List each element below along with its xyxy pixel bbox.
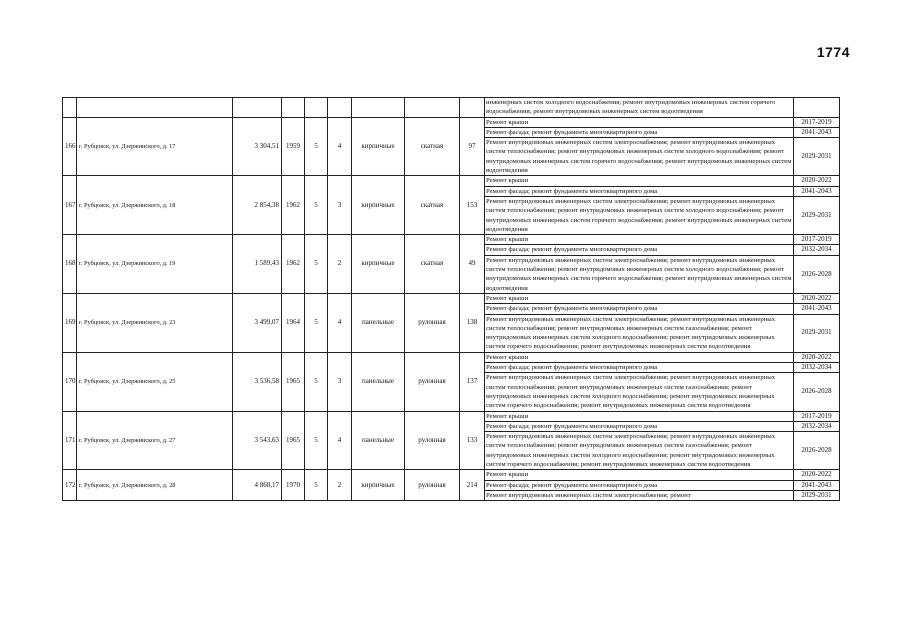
cell-total-area: 3 499,07 (233, 293, 282, 352)
house-row (63, 470, 840, 480)
repair-schedule-table-wrap (62, 97, 839, 501)
cell-work-period: 2032-2034 (794, 245, 840, 255)
cell-floors: 5 (305, 411, 328, 470)
cell-total-area: 3 536,58 (233, 352, 282, 411)
cell-build-year: 1962 (282, 176, 305, 235)
cell-work-period: 2020-2022 (794, 352, 840, 362)
cell-work-type: Ремонт крыши (485, 117, 794, 127)
cell-entrances: 4 (328, 117, 352, 176)
cell-work-period: 2020-2022 (794, 176, 840, 186)
cell-entrances: 2 (328, 235, 352, 294)
cell-roof-type: рулонная (405, 470, 460, 501)
cell-wall-material: кирпичные (352, 117, 405, 176)
cell-work-type: Ремонт фасада; ремонт фундамента многоквартирного дома (485, 304, 794, 314)
cell-work-period: 2017-2019 (794, 117, 840, 127)
cell-roof-type: рулонная (405, 293, 460, 352)
cell-build-year: 1962 (282, 235, 305, 294)
cell-roof-type: рулонная (405, 352, 460, 411)
cell-total-area: 1 589,43 (233, 235, 282, 294)
cell-roof-type: рулонная (405, 411, 460, 470)
cell-work-period: 2026-2028 (794, 432, 840, 470)
cell-build-year: 1970 (282, 470, 305, 501)
cell-wall-material: панельные (352, 352, 405, 411)
cell-wall-material: кирпичные (352, 235, 405, 294)
page-number: 1774 (816, 44, 850, 60)
house-row (63, 293, 840, 303)
cell-row-number: 172 (63, 470, 77, 501)
cell-work-type: Ремонт фасада; ремонт фундамента многоквартирного дома (485, 421, 794, 431)
cell-work-type: Ремонт крыши (485, 352, 794, 362)
cell-work-type: Ремонт крыши (485, 411, 794, 421)
cell-wall-material: кирпичные (352, 470, 405, 501)
cell-entrances: 3 (328, 176, 352, 235)
cell-empty (460, 98, 485, 118)
cell-work-period: 2041-2043 (794, 480, 840, 490)
cell-work-period: 2032-2034 (794, 421, 840, 431)
cell-apartment-count: 214 (460, 470, 485, 501)
cell-row-number: 168 (63, 235, 77, 294)
cell-work-type: Ремонт внутридомовых инженерных систем электроснабжения; ремонт внутридомовых инженерных систем теплоснабжения; ремонт внутридомовых инженерных систем газоснабжения; ремонт внутридомовых инженерных систем холодного водоснабжения; ремонт внутридомовых инженерных систем горячего водоснабжения; ремонт внутридомовых инженерных систем водоотведения (485, 432, 794, 470)
table-body (63, 98, 840, 501)
cell-work-period: 2017-2019 (794, 411, 840, 421)
cell-work-type: Ремонт крыши (485, 293, 794, 303)
cell-wall-material: панельные (352, 411, 405, 470)
cell-entrances: 4 (328, 411, 352, 470)
cell-apartment-count: 97 (460, 117, 485, 176)
cell-build-year: 1964 (282, 293, 305, 352)
cell-work-period: 2041-2043 (794, 304, 840, 314)
cell-address: г. Рубцовск, ул. Дзержинского, д. 27 (77, 411, 233, 470)
cell-build-year: 1965 (282, 411, 305, 470)
cell-address: г. Рубцовск, ул. Дзержинского, д. 18 (77, 176, 233, 235)
cell-work-period: 2041-2043 (794, 186, 840, 196)
house-row (63, 352, 840, 362)
cell-empty (328, 98, 352, 118)
cell-build-year: 1965 (282, 352, 305, 411)
cell-work-type: Ремонт фасада; ремонт фундамента многоквартирного дома (485, 480, 794, 490)
cell-floors: 5 (305, 470, 328, 501)
house-row (63, 117, 840, 127)
house-row (63, 411, 840, 421)
cell-roof-type: скатная (405, 117, 460, 176)
cell-apartment-count: 133 (460, 411, 485, 470)
cell-total-area: 4 868,17 (233, 470, 282, 501)
cell-work-period: 2026-2028 (794, 373, 840, 411)
cell-wall-material: панельные (352, 293, 405, 352)
cell-address: г. Рубцовск, ул. Дзержинского, д. 25 (77, 352, 233, 411)
cell-work-period: 2020-2022 (794, 293, 840, 303)
cell-work-period: 2029-2031 (794, 314, 840, 352)
cell-work-period: 2029-2031 (794, 490, 840, 500)
cell-work-type: Ремонт внутридомовых инженерных систем электроснабжения; ремонт внутридомовых инженерных систем теплоснабжения; ремонт внутридомовых инженерных систем газоснабжения; ремонт внутридомовых инженерных систем холодного водоснабжения; ремонт внутридомовых инженерных систем горячего водоснабжения; ремонт внутридомовых инженерных систем водоотведения (485, 314, 794, 352)
continuation-row (63, 98, 840, 118)
cell-work-type: Ремонт крыши (485, 235, 794, 245)
cell-floors: 5 (305, 117, 328, 176)
cell-work-period: 2026-2028 (794, 255, 840, 293)
cell-empty (305, 98, 328, 118)
cell-row-number: 167 (63, 176, 77, 235)
cell-work-period: 2029-2031 (794, 196, 840, 234)
cell-entrances: 4 (328, 293, 352, 352)
repair-schedule-table (62, 97, 840, 501)
cell-apartment-count: 153 (460, 176, 485, 235)
cell-work-period: 2041-2043 (794, 127, 840, 137)
cell-floors: 5 (305, 235, 328, 294)
cell-work-period: 2017-2019 (794, 235, 840, 245)
cell-work-type: Ремонт фасада; ремонт фундамента многоквартирного дома (485, 127, 794, 137)
cell-roof-type: скатная (405, 235, 460, 294)
cell-work-type: Ремонт внутридомовых инженерных систем электроснабжения; ремонт внутридомовых инженерных систем теплоснабжения; ремонт внутридомовых инженерных систем холодного водоснабжения; ремонт внутридомовых инженерных систем горячего водоснабжения; ремонт внутридомовых инженерных систем водоотведения (485, 255, 794, 293)
cell-address: г. Рубцовск, ул. Дзержинского, д. 17 (77, 117, 233, 176)
house-row (63, 176, 840, 186)
cell-apartment-count: 138 (460, 293, 485, 352)
cell-empty (794, 98, 840, 118)
cell-apartment-count: 137 (460, 352, 485, 411)
cell-work-type: Ремонт фасада; ремонт фундамента многоквартирного дома (485, 363, 794, 373)
cell-floors: 5 (305, 352, 328, 411)
cell-work-type: Ремонт внутридомовых инженерных систем электроснабжения; ремонт внутридомовых инженерных систем теплоснабжения; ремонт внутридомовых инженерных систем холодного водоснабжения; ремонт внутридомовых инженерных систем горячего водоснабжения; ремонт внутридомовых инженерных систем водоотведения (485, 138, 794, 176)
cell-build-year: 1959 (282, 117, 305, 176)
cell-total-area: 3 543,63 (233, 411, 282, 470)
cell-apartment-count: 49 (460, 235, 485, 294)
cell-work-type: Ремонт крыши (485, 176, 794, 186)
cell-total-area: 2 854,38 (233, 176, 282, 235)
cell-work-type: Ремонт внутридомовых инженерных систем электроснабжения; ремонт внутридомовых инженерных систем теплоснабжения; ремонт внутридомовых инженерных систем холодного водоснабжения; ремонт внутридомовых инженерных систем горячего водоснабжения; ремонт внутридомовых инженерных систем водоотведения (485, 196, 794, 234)
cell-empty (352, 98, 405, 118)
cell-address: г. Рубцовск, ул. Дзержинского, д. 23 (77, 293, 233, 352)
cell-row-number: 169 (63, 293, 77, 352)
cell-empty (233, 98, 282, 118)
cell-work-period: 2029-2031 (794, 138, 840, 176)
cell-work-type: Ремонт фасада; ремонт фундамента многоквартирного дома (485, 186, 794, 196)
cell-total-area: 3 304,51 (233, 117, 282, 176)
cell-row-number: 166 (63, 117, 77, 176)
cell-wall-material: кирпичные (352, 176, 405, 235)
cell-work-type: Ремонт внутридомовых инженерных систем электроснабжения; ремонт (485, 490, 794, 500)
cell-work-period: 2020-2022 (794, 470, 840, 480)
cell-entrances: 3 (328, 352, 352, 411)
cell-entrances: 2 (328, 470, 352, 501)
cell-work-period: 2032-2034 (794, 363, 840, 373)
house-row (63, 235, 840, 245)
cell-empty (405, 98, 460, 118)
cell-work-type: Ремонт внутридомовых инженерных систем электроснабжения; ремонт внутридомовых инженерных систем теплоснабжения; ремонт внутридомовых инженерных систем газоснабжения; ремонт внутридомовых инженерных систем холодного водоснабжения; ремонт внутридомовых инженерных систем горячего водоснабжения; ремонт внутридомовых инженерных систем водоотведения (485, 373, 794, 411)
cell-address: г. Рубцовск, ул. Дзержинского, д. 19 (77, 235, 233, 294)
cell-empty (77, 98, 233, 118)
cell-row-number: 170 (63, 352, 77, 411)
cell-empty (63, 98, 77, 118)
cell-floors: 5 (305, 176, 328, 235)
cell-empty (282, 98, 305, 118)
cell-work-type: Ремонт крыши (485, 470, 794, 480)
cell-work-type: Ремонт фасада; ремонт фундамента многоквартирного дома (485, 245, 794, 255)
cell-roof-type: скатная (405, 176, 460, 235)
cell-address: г. Рубцовск, ул. Дзержинского, д. 28 (77, 470, 233, 501)
cell-row-number: 171 (63, 411, 77, 470)
cell-floors: 5 (305, 293, 328, 352)
continuation-work-text: инженерных систем холодного водоснабжения; ремонт внутридомовых инженерных систем горячего водоснабжения; ремонт внутридомовых инженерных систем водоотведения (485, 98, 794, 118)
